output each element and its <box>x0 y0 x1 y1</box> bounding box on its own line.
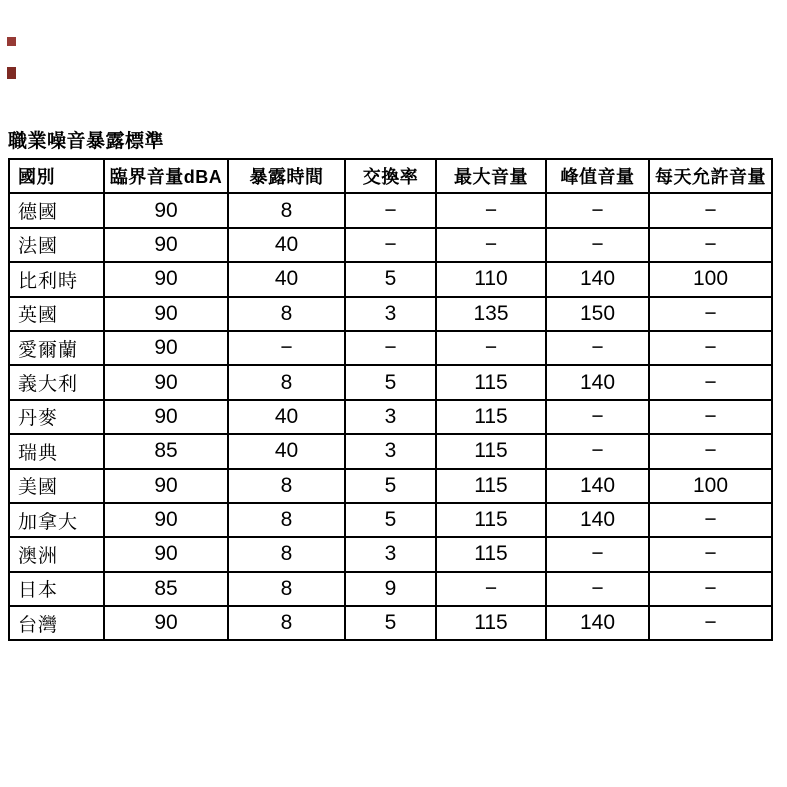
value-cell: − <box>436 331 546 365</box>
document-title: 職業噪音暴露標準 <box>8 131 165 152</box>
value-cell: − <box>649 297 772 331</box>
value-cell: 140 <box>546 262 649 296</box>
value-cell: 100 <box>649 262 772 296</box>
table-header-row <box>9 159 772 193</box>
value-cell: 150 <box>546 297 649 331</box>
country-cell: 加拿大 <box>9 503 104 537</box>
value-cell: 8 <box>228 503 345 537</box>
country-cell: 瑞典 <box>9 434 104 468</box>
value-cell: 115 <box>436 469 546 503</box>
country-cell: 英國 <box>9 297 104 331</box>
value-cell: 40 <box>228 228 345 262</box>
country-cell: 台灣 <box>9 606 104 640</box>
country-cell: 日本 <box>9 572 104 606</box>
value-cell: − <box>649 503 772 537</box>
broken-image-icon <box>7 37 16 46</box>
country-cell: 愛爾蘭 <box>9 331 104 365</box>
value-cell: 85 <box>104 572 228 606</box>
value-cell: 8 <box>228 193 345 227</box>
value-cell: 8 <box>228 365 345 399</box>
value-cell: 8 <box>228 537 345 571</box>
table-row <box>9 400 772 434</box>
value-cell: 140 <box>546 503 649 537</box>
column-header-exposure-time: 暴露時間 <box>228 159 345 193</box>
value-cell: 115 <box>436 537 546 571</box>
value-cell: 8 <box>228 572 345 606</box>
value-cell: − <box>546 434 649 468</box>
table-row <box>9 606 772 640</box>
value-cell: − <box>649 400 772 434</box>
value-cell: − <box>436 572 546 606</box>
value-cell: 140 <box>546 365 649 399</box>
broken-image-icon <box>7 67 16 79</box>
value-cell: 90 <box>104 606 228 640</box>
value-cell: 5 <box>345 606 436 640</box>
table-row <box>9 297 772 331</box>
table-row <box>9 469 772 503</box>
value-cell: 90 <box>104 400 228 434</box>
value-cell: 5 <box>345 365 436 399</box>
value-cell: 40 <box>228 434 345 468</box>
value-cell: − <box>649 537 772 571</box>
value-cell: 8 <box>228 297 345 331</box>
value-cell: 5 <box>345 503 436 537</box>
table-row <box>9 572 772 606</box>
value-cell: − <box>546 193 649 227</box>
value-cell: − <box>649 572 772 606</box>
value-cell: 140 <box>546 469 649 503</box>
country-cell: 義大利 <box>9 365 104 399</box>
value-cell: 110 <box>436 262 546 296</box>
table-row <box>9 537 772 571</box>
value-cell: 3 <box>345 537 436 571</box>
table-body <box>9 193 772 640</box>
country-cell: 德國 <box>9 193 104 227</box>
column-header-exchange-rate: 交換率 <box>345 159 436 193</box>
value-cell: 3 <box>345 434 436 468</box>
table-row <box>9 331 772 365</box>
value-cell: 115 <box>436 503 546 537</box>
column-header-max-level: 最大音量 <box>436 159 546 193</box>
table-row <box>9 434 772 468</box>
value-cell: − <box>649 434 772 468</box>
country-cell: 法國 <box>9 228 104 262</box>
table-row <box>9 503 772 537</box>
value-cell: − <box>345 228 436 262</box>
value-cell: 3 <box>345 297 436 331</box>
value-cell: 40 <box>228 262 345 296</box>
country-cell: 美國 <box>9 469 104 503</box>
table-row <box>9 228 772 262</box>
value-cell: 115 <box>436 434 546 468</box>
value-cell: − <box>345 331 436 365</box>
value-cell: 100 <box>649 469 772 503</box>
table-row <box>9 365 772 399</box>
value-cell: 5 <box>345 262 436 296</box>
table-row <box>9 262 772 296</box>
value-cell: 9 <box>345 572 436 606</box>
value-cell: 90 <box>104 297 228 331</box>
value-cell: − <box>345 193 436 227</box>
column-header-critical-level-dba: 臨界音量dBA <box>104 159 228 193</box>
country-cell: 丹麥 <box>9 400 104 434</box>
value-cell: 90 <box>104 193 228 227</box>
noise-exposure-standards-table <box>8 158 773 641</box>
value-cell: − <box>436 193 546 227</box>
value-cell: 90 <box>104 331 228 365</box>
column-header-peak-level: 峰值音量 <box>546 159 649 193</box>
value-cell: − <box>546 572 649 606</box>
value-cell: 115 <box>436 365 546 399</box>
value-cell: − <box>546 331 649 365</box>
value-cell: − <box>649 331 772 365</box>
value-cell: − <box>546 400 649 434</box>
value-cell: 85 <box>104 434 228 468</box>
column-header-daily-allowed-level: 每天允許音量 <box>649 159 772 193</box>
value-cell: 90 <box>104 537 228 571</box>
value-cell: − <box>546 537 649 571</box>
country-cell: 比利時 <box>9 262 104 296</box>
value-cell: − <box>649 193 772 227</box>
value-cell: 5 <box>345 469 436 503</box>
value-cell: 90 <box>104 469 228 503</box>
value-cell: 3 <box>345 400 436 434</box>
value-cell: 115 <box>436 400 546 434</box>
value-cell: 90 <box>104 365 228 399</box>
value-cell: 135 <box>436 297 546 331</box>
country-cell: 澳洲 <box>9 537 104 571</box>
value-cell: − <box>228 331 345 365</box>
value-cell: 140 <box>546 606 649 640</box>
value-cell: − <box>649 365 772 399</box>
value-cell: 115 <box>436 606 546 640</box>
value-cell: − <box>649 606 772 640</box>
value-cell: 8 <box>228 469 345 503</box>
value-cell: 90 <box>104 262 228 296</box>
value-cell: − <box>649 228 772 262</box>
value-cell: 8 <box>228 606 345 640</box>
value-cell: 90 <box>104 228 228 262</box>
value-cell: − <box>436 228 546 262</box>
value-cell: − <box>546 228 649 262</box>
column-header-country: 國別 <box>9 159 104 193</box>
table-row <box>9 193 772 227</box>
value-cell: 90 <box>104 503 228 537</box>
value-cell: 40 <box>228 400 345 434</box>
